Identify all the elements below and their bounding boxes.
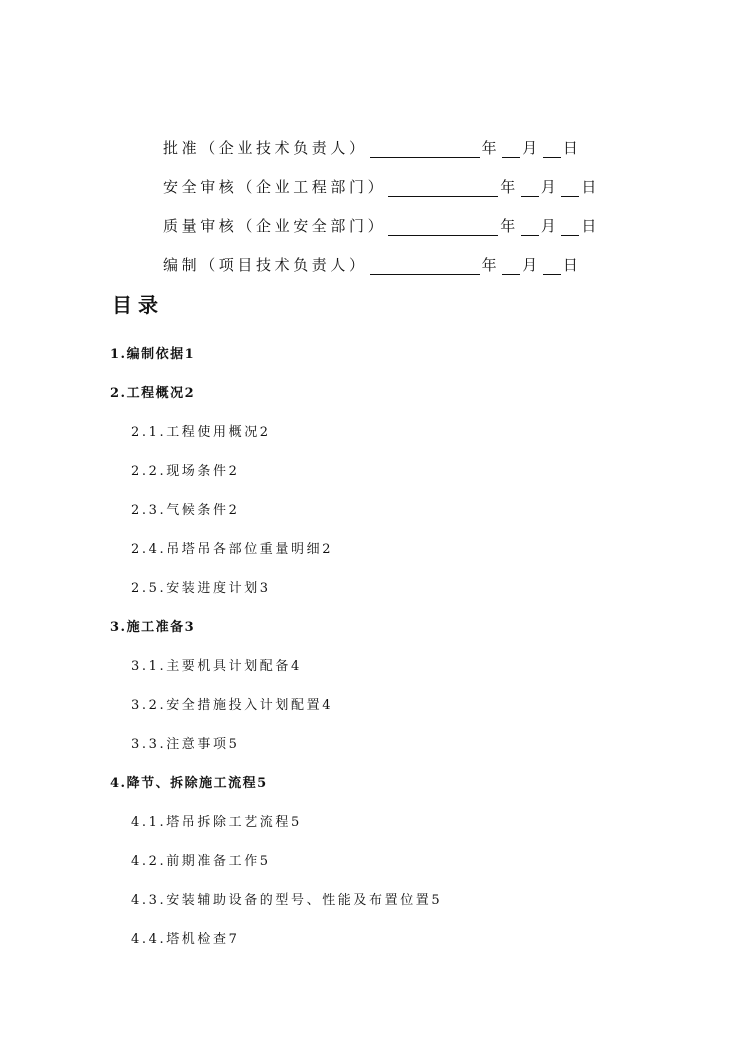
toc-subsection-link[interactable]: 3.2.安全措施投入计划配置4 [131,698,334,713]
toc-subsection-link[interactable]: 4.3.安装辅助设备的型号、性能及布置位置5 [131,893,443,908]
signature-blank [370,258,480,275]
signature-row-safety-review [163,175,600,197]
toc-title: 目录 [112,293,164,317]
toc-section-link[interactable]: 2.工程概况2 [110,386,196,401]
signature-blank [388,219,498,236]
signature-label: 编制（项目技术负责人） [163,256,368,274]
day-label: 日 [562,256,582,274]
day-blank [543,258,561,275]
month-label: 月 [540,178,560,196]
year-label: 年 [500,217,519,235]
day-blank [561,180,579,197]
toc-subsection-link[interactable]: 2.1.工程使用概况2 [131,425,271,440]
toc-subsection-link[interactable]: 3.1.主要机具计划配备4 [131,659,302,674]
toc-subsection-link[interactable]: 2.5.安装进度计划3 [131,581,271,596]
year-label: 年 [500,178,519,196]
signature-label: 质量审核（企业安全部门） [163,217,387,235]
signature-blank [370,141,480,158]
toc-subsection-link[interactable]: 3.3.注意事项5 [131,737,240,752]
month-label: 月 [522,139,541,157]
day-label: 日 [581,178,601,196]
day-blank [561,219,579,236]
month-label: 月 [540,217,560,235]
signature-blank [388,180,498,197]
signature-row-quality-review [163,214,600,236]
month-blank [521,219,539,236]
month-blank [502,258,520,275]
day-label: 日 [581,217,601,235]
toc-subsection-link[interactable]: 4.4.塔机检查7 [131,932,240,947]
toc-section-link[interactable]: 3.施工准备3 [110,620,196,635]
day-label: 日 [562,139,582,157]
day-blank [543,141,561,158]
signature-label: 安全审核（企业工程部门） [163,178,387,196]
signature-label: 批准（企业技术负责人） [163,139,368,157]
toc-subsection-link[interactable]: 2.4.吊塔吊各部位重量明细2 [131,542,334,557]
toc-subsection-link[interactable]: 4.2.前期准备工作5 [131,854,271,869]
month-label: 月 [522,256,541,274]
month-blank [521,180,539,197]
signature-row-approval [163,136,581,158]
signature-row-compiler [163,253,581,275]
toc-section-link[interactable]: 1.编制依据1 [110,347,196,362]
year-label: 年 [481,139,501,157]
year-label: 年 [481,256,501,274]
toc-subsection-link[interactable]: 4.1.塔吊拆除工艺流程5 [131,815,302,830]
month-blank [502,141,520,158]
toc-section-link[interactable]: 4.降节、拆除施工流程5 [110,776,268,791]
toc-subsection-link[interactable]: 2.3.气候条件2 [131,503,240,518]
toc-subsection-link[interactable]: 2.2.现场条件2 [131,464,240,479]
